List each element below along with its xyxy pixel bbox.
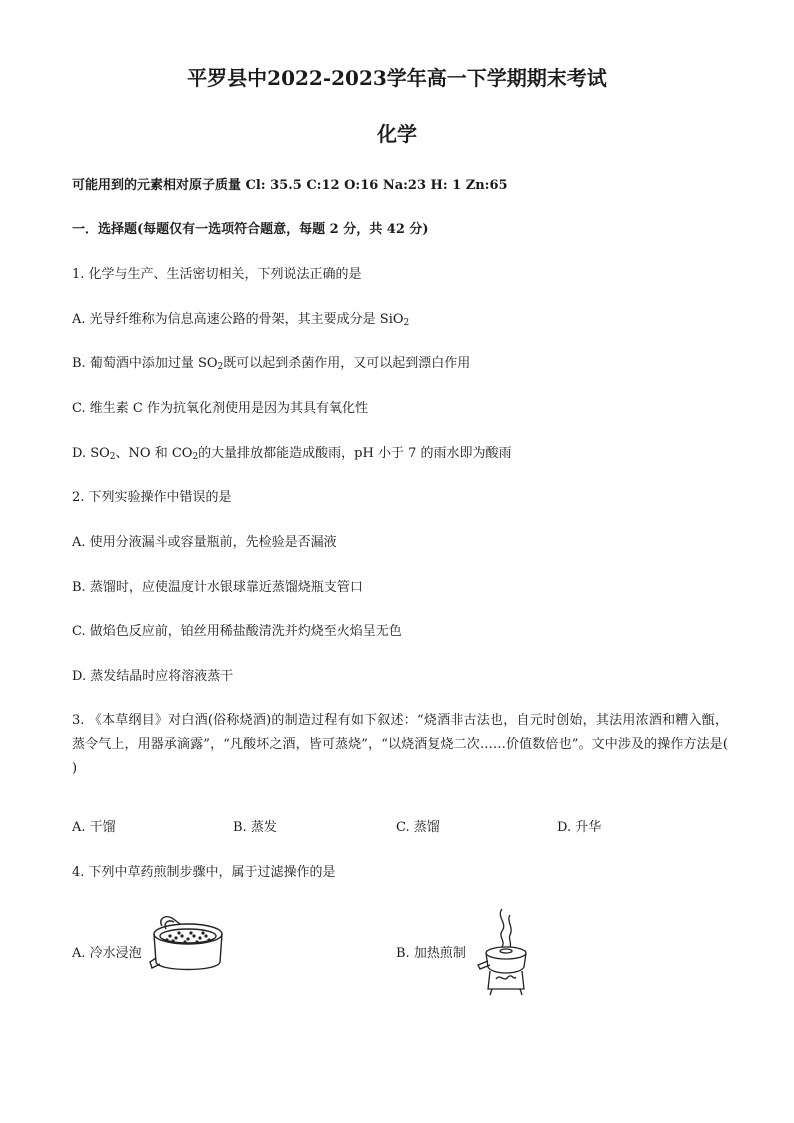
atomic-masses: 可能用到的元素相对原子质量 Cl: 35.5 C:12 O:16 Na:23 H: 1 Zn:65 — [72, 178, 508, 193]
question-3-option-d: D. 升华 — [557, 820, 602, 835]
question-3-option-c: C. 蒸馏 — [396, 820, 440, 835]
question-2-option-a: A. 使用分液漏斗或容量瓶前，先检验是否漏液 — [72, 535, 337, 550]
question-1-option-c: C. 维生素 C 作为抗氧化剂使用是因为其具有氧化性 — [72, 401, 368, 416]
question-4-stem: 4. 下列中草药煎制步骤中，属于过滤操作的是 — [72, 865, 336, 880]
question-2-option-b: B. 蒸馏时，应使温度计水银球靠近蒸馏烧瓶支管口 — [72, 580, 363, 595]
subject-title: 化学 — [377, 122, 417, 146]
heating-decoction-illustration — [468, 905, 540, 997]
question-3-option-a: A. 干馏 — [72, 820, 116, 835]
question-3-stem: 3. 《本草纲目》对白酒(俗称烧酒)的制造过程有如下叙述：“烧酒非古法也，自元时创始，其法用浓酒和糟入甑，蒸令气上，用器承滴露”，“凡酸坏之酒，皆可蒸烧”，“以烧酒复烧二次……价值数倍也”。文中涉及的操作方法是( ) — [72, 713, 728, 776]
question-1-stem: 1. 化学与生产、生活密切相关，下列说法正确的是 — [72, 267, 362, 282]
question-1-option-a: A. 光导纤维称为信息高速公路的骨架，其主要成分是 SiO$_2$ — [72, 312, 410, 328]
question-1-option-b: B. 葡萄酒中添加过量 $SO_2$既可以起到杀菌作用，又可以起到漂白作用 — [72, 356, 471, 372]
soaking-pot-illustration — [146, 912, 230, 984]
question-2-option-d: D. 蒸发结晶时应将溶液蒸干 — [72, 669, 234, 684]
question-1-option-d: D. $SO_2$、NO 和 $CO_2$的大量排放都能造成酸雨，pH 小于 7 的雨水即为酸雨 — [72, 446, 512, 462]
section-heading: 一．选择题(每题仅有一选项符合题意，每题 2 分，共 42 分) — [72, 222, 429, 237]
question-2-option-c: C. 做焰色反应前，铂丝用稀盐酸清洗并灼烧至火焰呈无色 — [72, 624, 402, 639]
question-3-option-b: B. 蒸发 — [233, 820, 277, 835]
question-2-stem: 2. 下列实验操作中错误的是 — [72, 490, 232, 505]
question-4-option-a: A. 冷水浸泡 — [72, 946, 142, 961]
question-4-option-b: B. 加热煎制 — [396, 946, 466, 961]
exam-title: 平罗县中2022-2023学年高一下学期期末考试 — [187, 66, 607, 90]
